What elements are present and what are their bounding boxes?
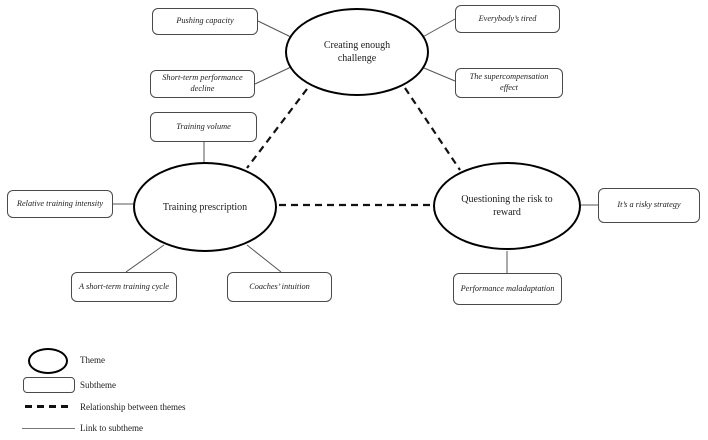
subtheme-box-supercompensation-effect (455, 68, 563, 98)
subtheme-label: A short-term training cycle (79, 281, 169, 291)
subtheme-box-short-term-training-cycle (71, 272, 177, 302)
theme-ellipse-creating-enough-challenge (285, 8, 429, 96)
subtheme-label: It’s a risky strategy (617, 200, 681, 210)
subtheme-label: Performance maladaptation (460, 283, 555, 293)
subtheme-label: Pushing capacity (176, 16, 234, 26)
legend-solid-line-symbol (22, 428, 75, 429)
subtheme-label: The supercompensation effect (469, 72, 549, 92)
legend-theme-ellipse-symbol (28, 348, 68, 374)
subtheme-box-performance-maladaptation (453, 273, 562, 305)
legend-label-theme: Theme (80, 355, 105, 365)
subtheme-box-risky-strategy (598, 188, 700, 223)
theme-label: Creating enough challenge (323, 40, 391, 64)
link-line-short-term-cycle (126, 245, 164, 272)
legend-dashed-line-symbol (25, 405, 73, 408)
legend-label-subtheme: Subtheme (80, 380, 116, 390)
link-line-coaches-intuition (247, 245, 281, 272)
subtheme-box-everybodys-tired (455, 5, 560, 33)
link-line-short-term-decline (255, 67, 291, 84)
legend-subtheme-rect-symbol (23, 377, 75, 393)
subtheme-box-coaches-intuition (227, 272, 332, 302)
subtheme-label: Coaches’ intuition (249, 281, 310, 291)
subtheme-box-pushing-capacity (152, 8, 258, 35)
subtheme-label: Everybody’s tired (478, 13, 537, 23)
legend-label-relationship: Relationship between themes (80, 402, 186, 412)
subtheme-box-training-volume (150, 112, 257, 142)
relationship-line-challenge-risk (405, 88, 460, 170)
subtheme-label: Training volume (176, 121, 231, 131)
legend-label-link: Link to subtheme (80, 423, 143, 433)
link-line-supercompensation (424, 68, 455, 81)
theme-label: Questioning the risk to reward (461, 194, 553, 218)
theme-ellipse-training-prescription (133, 162, 277, 252)
subtheme-label: Relative training intensity (16, 198, 104, 208)
subtheme-box-relative-training-intensity (7, 190, 113, 218)
theme-ellipse-questioning-risk-to-reward (433, 162, 581, 250)
theme-label: Training prescription (162, 201, 248, 213)
subtheme-box-short-term-performance-decline (150, 70, 255, 98)
subtheme-label: Short-term performance decline (162, 73, 243, 93)
